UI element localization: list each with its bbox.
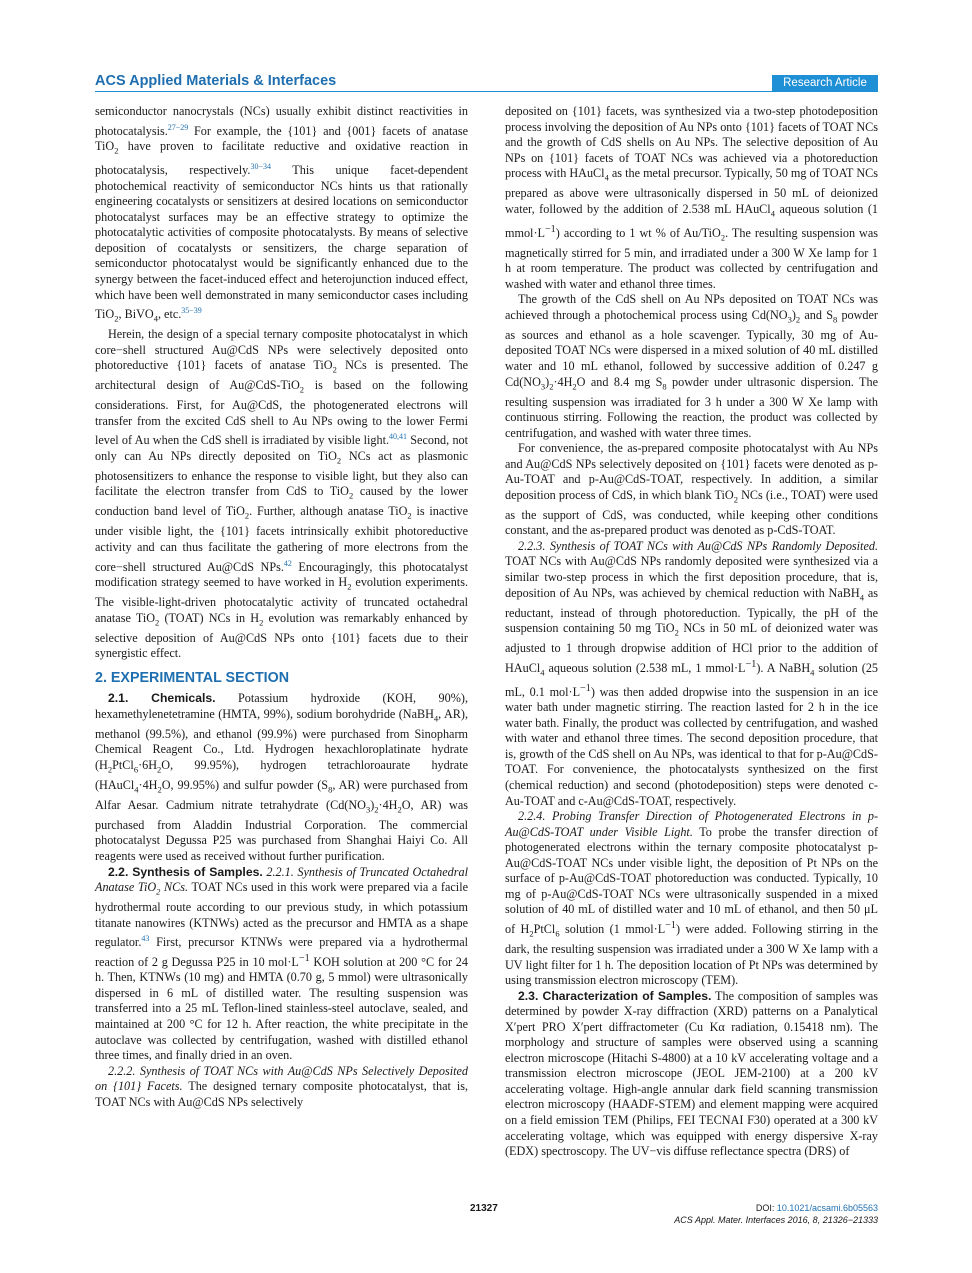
paragraph-herein: Herein, the design of a special ternary composite photocatalyst in which core−shell structured Au@CdS NPs were selectively deposited onto photoreductive {101} facets of anatase TiO$_2$ NCs is presented. The architectural design of Au@CdS-TiO$_2$ is based on the following considerations. First, for Au@CdS, the photogenerated electrons will transfer from the excited CdS shell to Au NPs owing to the lower Fermi level of Au when the CdS shell is irradiated by visible light.$^{40,41}$ Second, not only can Au NPs directly deposited on TiO$_2$ NCs act as plasmonic photosensitizers to enhance the response to visible light, but they also can facilitate the electron transfer from CdS to TiO$_2$ caused by the lower conduction band level of TiO$_2$. Further, although anatase TiO$_2$ is inactive under visible light, the {101} facets intrinsically exhibit photoreductive activity and can thus facilitate the gathering of more electrons from the core−shell structured Au@CdS NPs.$^{42}$ Encouragingly, this photocatalyst modification strategy seemed to have worked in $H_2$ evolution experiments. The visible-light-driven photocatalytic activity of truncated octahedral anatase TiO$_2$ (TOAT) NCs in $H_2$ evolution was remarkably enhanced by selective deposition of Au@CdS NPs onto {101} facets due to their synergistic effect. <box>95 327 469 661</box>
paragraph-random-deposition: 2.2.3. Synthesis of TOAT NCs with Au@CdS NPs Randomly Deposited. TOAT NCs with Au@CdS NPs randomly deposited were synthesized via a similar two-step process in which the first deposition procedure, that is, deposition of Au NPs, was achieved by chemical reduction with NaBH$_4$ as reductant, instead of through photoreduction. Typically, the pH of the suspension containing 50 mg TiO$_2$ NCs in 50 mL of deionized water was adjusted to 1 through dropwise addition of HCl prior to the addition of HAuCl$_4$ aqueous solution (2.538 mL, 1 $mmol\cdot L^{-1}$). A NaBH$_4$ solution (25 mL, 0.1 $mol\cdot L^{-1}$) was then added dropwise into the suspension in an ice water bath under magnetic stirring. The reaction lasted for 2 h in the ice water bath. Finally, the product was collected by centrifugation, and washed with water and ethanol three times. The second deposition procedure, that is, growth of the CdS shell on Au NPs, was identical to that for p-Au@CdS-TOAT. For convenience, the photocatalysts synthesized on the first (chemical reduction) and second (photodeposition) steps were denoted c-Au-TOAT and c-Au@CdS-TOAT, respectively. <box>505 538 879 808</box>
citation-link[interactable]: 40,41 <box>389 432 408 442</box>
paragraph-cds-growth: The growth of the CdS shell on Au NPs deposited on TOAT NCs was achieved through a photochemical process using $Cd(NO_3)_2$ and $S_8$ powder as sources and ethanol as a hole scavenger. Typically, 30 mg of Au-deposited TOAT NCs were dispersed in a mixed solution of 40 mL distilled water and 10 mL ethanol, followed by successive addition of 0.247 g $Cd(NO_3)_2\cdot 4H_2O$ and 8.4 mg $S_8$ powder under ultrasonic dispersion. The resulting suspension was irradiated for 3 h under a 300 W Xe lamp with continuous stirring. Following the reaction, the product was collected by centrifugation, and washed with water three times. <box>505 292 878 440</box>
right-column <box>505 104 878 1160</box>
page-number: 21327 <box>470 1203 498 1214</box>
doi-line: DOI: 10.1021/acsami.6b05563 <box>755 1203 878 1213</box>
paragraph-chemicals: 2.1. Chemicals. Potassium hydroxide (KOH, 90%), hexamethylenetetramine (HMTA, 99%), sodium borohydride (NaBH$_4$, AR), methanol (99.5%), and ethanol (99.9%) were purchased from Sinopharm Chemical Reagent Co., Ltd. Hydrogen hexachloroplatinate hydrate ($H_2PtCl_6\cdot 6H_2O$, 99.95%), hydrogen tetrachloroaurate hydrate ($HAuCl_4\cdot 4H_2O$, 99.95%) and sulfur powder ($S_8$, AR) were purchased from Alfar Aesar. Cadmium nitrate tetrahydrate ($Cd(NO_3)_2\cdot 4H_2O$, AR) was purchased from Aladdin Industrial Corporation. The commercial photocatalyst Degussa P25 was purchased from Shanghai Haiyi Co. All reagents were used as received without further purification. <box>95 691 469 863</box>
paragraph-selective-continued: deposited on {101} facets, was synthesized via a two-step photodeposition process involving the deposition of Au NPs onto {101} facets of TOAT NCs and the growth of CdS shells on Au NPs. The selective deposition of Au NPs on {101} facets of TOAT NCs was achieved via a photoreduction process with HAuCl$_4$ as the metal precursor. Typically, 50 mg of TOAT NCs prepared as above were ultrasonically dispersed in 50 mL of deionized water, followed by the addition of 2.538 mL HAuCl$_4$ aqueous solution (1 $mmol\cdot L^{-1}$) according to 1 wt % of Au/TiO$_2$. The resulting suspension was magnetically stirred for 5 min, and irradiated under a 300 W Xe lamp for 1 h at room temperature. The product was collected by centrifugation and washed with water and ethanol three times. <box>505 104 879 291</box>
citation-link[interactable]: 30−34 <box>250 162 271 172</box>
citation-link[interactable]: 35−39 <box>181 306 202 316</box>
paragraph-synthesis-toat: 2.2. Synthesis of Samples. 2.2.1. Synthesis of Truncated Octahedral Anatase TiO$_2$ NCs. TOAT NCs used in this work were prepared via a facile hydrothermal route according to our previous study, in which potassium titanate nanowires (KTNWs) acted as the precursor and HMTA as a shape regulator.$^{43}$ First, precursor KTNWs were prepared via a hydrothermal reaction of 2 g Degussa P25 in 10 $mol\cdot L^{-1}$ KOH solution at 200 °C for 24 h. Then, KTNWs (10 mg) and HMTA (0.70 g, 5 mmol) were ultrasonically dispersed in 6 mL of distilled water. The resulting suspension was transferred into a 25 mL Teflon-lined stainless-steel autoclave, sealed, and maintained at 200 °C for 12 h. After reaction, the white precipitate in the autoclave was collected by centrifugation, washed with distilled ethanol three times, and finally dried in an oven. <box>95 864 468 1063</box>
paragraph-notation: For convenience, the as-prepared composite photocatalyst with Au NPs and Au@CdS NPs selectively deposited on {101} facets were denoted as p-Au-TOAT and p-Au@CdS-TOAT, respectively. In addition, a similar deposition process of CdS, in which blank TiO$_2$ NCs (i.e., TOAT) were used as the support of CdS, was conducted, while keeping other conditions constant, and the as-prepared product was denoted as p-CdS-TOAT. <box>505 441 878 538</box>
paragraph-characterization: 2.3. Characterization of Samples. The composition of samples was determined by powder X-ray diffraction (XRD) patterns on a Panalytical X′pert PRO X′pert diffractometer (Cu Kα radiation, 0.15418 nm). The morphology and structure of samples were observed using a scanning electron microscope (Hitachi S-4800) at a 10 kV accelerating voltage and a transmission electron microscope (JEOL JEM-2100) at a 200 kV accelerating voltage. High-angle annular dark field scanning transmission electron microscopy (HAADF-STEM) and element mapping were acquired on a field emission TEM (Philips, FEI TECNAI F30) operated at a 300 kV accelerating voltage, which was equipped with energy dispersive X-ray (EDX) spectroscopy. The UV−vis diffuse reflectance spectra (DRS) of <box>505 988 878 1159</box>
paragraph-probing-transfer: 2.2.4. Probing Transfer Direction of Photogenerated Electrons in p-Au@CdS-TOAT under Visible Light. To probe the transfer direction of photogenerated electrons within the ternary composite photocatalyst p-Au@CdS-TOAT NCs under visible light, the deposition of Pt NPs on the surface of p-Au@CdS-TOAT photoreduction was conducted. Typically, 10 mg of p-Au@CdS-TOAT NCs were ultrasonically suspended in a mixed solution of 40 mL of distilled water and 10 mL of ethanol, and then 50 μL of $H_2PtCl_6$ solution (1 $mmol\cdot L^{-1}$) were added. Following stirring in the dark, the resulting suspension was irradiated under a 300 W Xe lamp with a UV light filter for 1 h. The deposition location of Pt NPs was determined by using transmission electron microscopy (TEM). <box>505 809 879 988</box>
paragraph-synthesis-selective: 2.2.2. Synthesis of TOAT NCs with Au@CdS NPs Selectively Deposited on {101} Facets. The designed ternary composite photocatalyst, that is, TOAT NCs with Au@CdS NPs selectively <box>95 1063 469 1109</box>
citation-link[interactable]: 42 <box>283 558 292 568</box>
left-column <box>95 104 468 1110</box>
doi-link[interactable]: 10.1021/acsami.6b05563 <box>776 1203 878 1213</box>
paragraph-intro-continued: semiconductor nanocrystals (NCs) usually exhibit distinct reactivities in photocatalysis.$^{27-29}$ For example, the {101} and {001} facets of anatase TiO$_2$ have proven to facilitate reductive and oxidative reaction in photocatalysis, respectively.$^{30-34}$ This unique facet-dependent photochemical reactivity of semiconductor NCs hints us that rationally engineering cocatalysts or sensitizers at desired locations on semiconductor photocatalyst surfaces may be an effective strategy to optimize the photocatalytic activities of composite photocatalysts. By means of selective deposition of cocatalysts or sensitizers, the charge separation of semiconductor photocatalyst would be significantly enhanced due to the synergy between the facet-induced effect and heterojunction induced effect, which have been well demonstrated in many semiconductor cases including TiO$_2$, BiVO$_4$, etc.$^{35-39}$ <box>95 104 468 324</box>
citation-link[interactable]: 27−29 <box>167 122 189 132</box>
section-heading-experimental: 2. EXPERIMENTAL SECTION <box>95 669 290 686</box>
article-type-badge: Research Article <box>772 75 878 91</box>
header-rule <box>95 91 878 92</box>
citation-link[interactable]: 43 <box>141 934 150 944</box>
citation-line: ACS Appl. Mater. Interfaces 2016, 8, 21326−21333 <box>674 1215 878 1225</box>
journal-title: ACS Applied Materials & Interfaces <box>95 73 337 89</box>
